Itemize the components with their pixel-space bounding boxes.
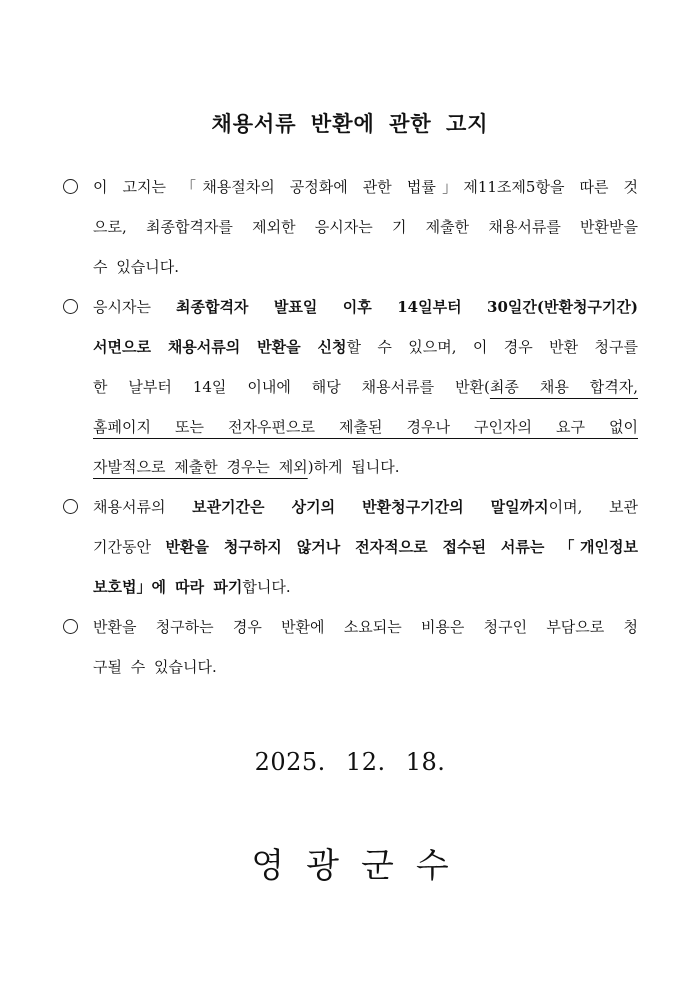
text-line [93, 207, 638, 247]
text-segment: 반환을 청구하는 경우 반환에 소요되는 비용은 청구인 부담으로 청 [93, 618, 638, 636]
issue-date: 2025. 12. 18. [254, 748, 446, 776]
text-line [93, 247, 638, 287]
text-line [93, 607, 638, 647]
circle-bullet-icon [63, 299, 78, 314]
text-segment: 이 고지는 「채용절차의 공정화에 관한 법률」제11조제5항을 따른 것 [93, 178, 638, 196]
underlined-text: 최종 채용 합격자, [489, 378, 638, 396]
underlined-text: 홈페이지 또는 전자우편으로 제출된 경우나 구인자의 요구 없이 [93, 418, 638, 436]
text-segment: 응시자는 [93, 298, 176, 316]
text-line [93, 487, 638, 527]
text-line [93, 647, 638, 687]
notice-item-4 [63, 607, 638, 687]
text-line [93, 167, 638, 207]
circle-bullet-icon [63, 619, 78, 634]
notice-items [63, 167, 638, 687]
notice-item-2 [63, 287, 638, 487]
circle-bullet-icon [63, 179, 78, 194]
document-title: 채용서류 반환에 관한 고지 [211, 112, 489, 136]
text-segment: )하게 됩니다. [307, 458, 400, 476]
bold-text: 보호법」에 따라 파기 [93, 578, 243, 596]
bold-text: 최종합격자 발표일 이후 14일부터 30일간(반환청구기간) [175, 298, 639, 316]
text-line [93, 327, 638, 367]
text-segment: 수 있습니다. [93, 258, 179, 276]
text-segment: 채용서류의 [93, 498, 193, 516]
text-line [93, 567, 638, 607]
text-line [93, 447, 638, 487]
text-segment: 할 수 있으며, 이 경우 반환 청구를 [346, 338, 638, 356]
text-line [93, 527, 638, 567]
text-segment: 구될 수 있습니다. [93, 658, 217, 676]
text-segment: 합니다. [242, 578, 291, 596]
text-line [93, 287, 638, 327]
text-segment: 한 날부터 14일 이내에 해당 채용서류를 반환( [93, 378, 490, 396]
text-segment: 기간동안 [93, 538, 166, 556]
bold-text: 서면으로 채용서류의 반환을 신청 [93, 338, 347, 356]
notice-item-3 [63, 487, 638, 607]
text-line [93, 367, 638, 407]
issuer-name: 영광군수 [251, 846, 471, 886]
text-segment: 으로, 최종합격자를 제외한 응시자는 기 제출한 채용서류를 반환받을 [93, 218, 638, 236]
circle-bullet-icon [63, 499, 78, 514]
notice-item-1 [63, 167, 638, 287]
bold-text: 반환을 청구하지 않거나 전자적으로 접수된 서류는 「개인정보 [165, 538, 638, 556]
bold-text: 보관기간은 상기의 반환청구기간의 말일까지 [192, 498, 549, 516]
text-segment: 이며, 보관 [548, 498, 638, 516]
underlined-text: 자발적으로 제출한 경우는 제외 [93, 458, 308, 476]
text-line [93, 407, 638, 447]
